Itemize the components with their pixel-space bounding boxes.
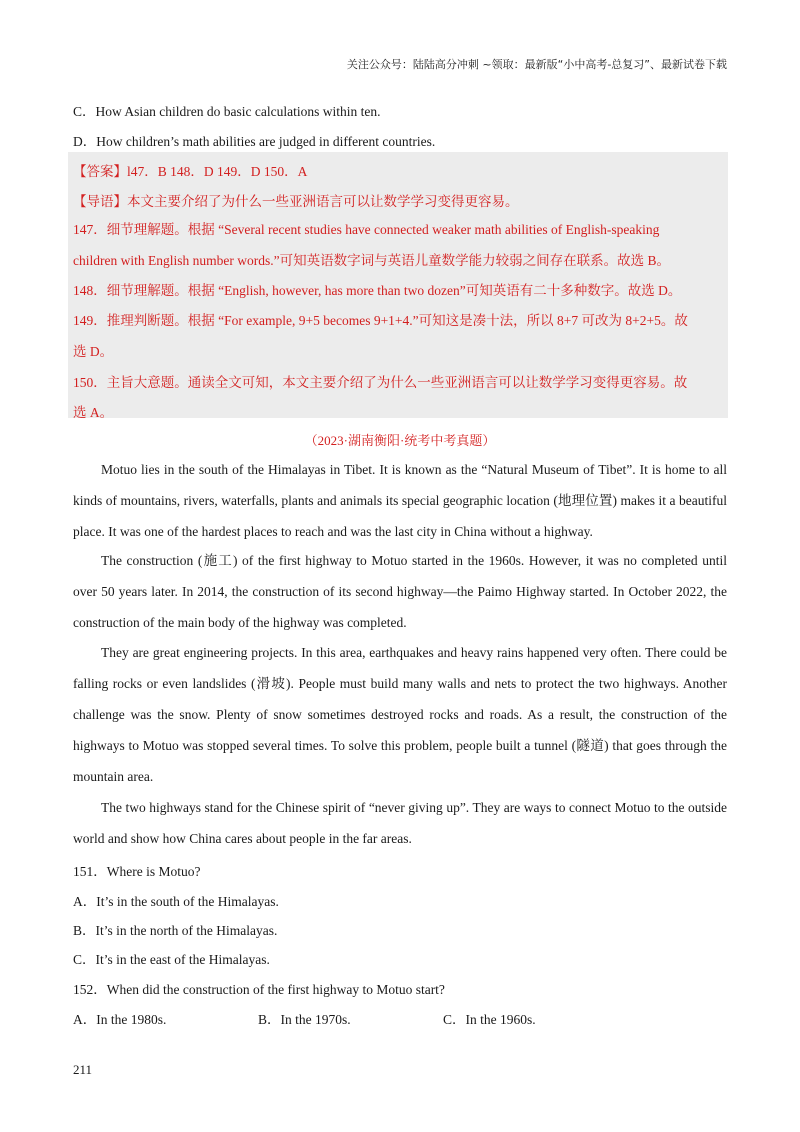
passage-paragraph-3: They are great engineering projects. In this area, earthquakes and heavy rains happened very often. There could be falling rocks or even landslides (滑坡). People must build many walls and nets to protect the two highways. Another challenge was the snow. Plenty of snow sometimes destroyed rocks and roads. As a result, the construction of the highways to Motuo was stopped several times. To solve this problem, people built a tunnel (隧道) that goes through the mountain area. xyxy=(73,645,727,784)
answer-key: 【答案】l47．B 148．D 149．D 150．A xyxy=(73,164,308,179)
page-header: 关注公众号：陆陆高分冲刺 ~领取：最新版“小中高考-总复习”、最新试卷下载 xyxy=(346,58,727,71)
question-152-stem: 152．When did the construction of the first highway to Motuo start? xyxy=(73,982,445,997)
explain-147-line1: 147．细节理解题。根据 “Several recent studies have connected weaker math abilities of English-speaking xyxy=(73,222,660,237)
passage-paragraph-1: Motuo lies in the south of the Himalayas in Tibet. It is known as the “Natural Museum of Tibet”. It is home to all kinds of mountains, rivers, waterfalls, plants and animals its special geographic location (地理位置) makes it a beautiful place. It was one of the hardest places to reach and was the last city in China without a highway. xyxy=(73,462,727,539)
question-151-option-a: A．It’s in the south of the Himalayas. xyxy=(73,894,279,909)
passage-paragraph-4: The two highways stand for the Chinese spirit of “never giving up”. They are ways to connect Motuo to the outside world and show how China cares about people in the far areas. xyxy=(73,800,727,846)
guide-text: 【导语】本文主要介绍了为什么一些亚洲语言可以让数学学习变得更容易。 xyxy=(73,194,519,209)
question-151-stem: 151．Where is Motuo? xyxy=(73,864,201,879)
option-d-prev: D．How children’s math abilities are judged in different countries. xyxy=(73,134,436,149)
question-152-option-c: C．In the 1960s. xyxy=(443,1012,536,1027)
option-c-prev: C．How Asian children do basic calculations within ten. xyxy=(73,104,381,119)
explain-148: 148．细节理解题。根据 “English, however, has more than two dozen”可知英语有二十多种数字。故选 D。 xyxy=(73,283,682,298)
question-151-option-b: B．It’s in the north of the Himalayas. xyxy=(73,923,278,938)
explain-150-line1: 150．主旨大意题。通读全文可知，本文主要介绍了为什么一些亚洲语言可以让数学学习变得更容易。故 xyxy=(73,375,688,390)
passage-paragraph-2: The construction (施工) of the first highway to Motuo started in the 1960s. However, it was no completed until over 50 years later. In 2014, the construction of its second highway—the Paimo Highway started. In October 2022, the construction of the main body of the highway was completed. xyxy=(73,553,727,630)
explain-149-line1: 149．推理判断题。根据 “For example, 9+5 becomes 9+1+4.”可知这是凑十法，所以 8+7 可改为 8+2+5。故 xyxy=(73,313,688,328)
question-152-option-a: A．In the 1980s. xyxy=(73,1012,167,1027)
explain-147-line2: children with English number words.”可知英语数字词与英语儿童数学能力较弱之间存在联系。故选 B。 xyxy=(73,253,670,268)
question-152-option-b: B．In the 1970s. xyxy=(258,1012,351,1027)
source-note: （2023·湖南衡阳·统考中考真题） xyxy=(304,433,496,448)
page-number: 211 xyxy=(73,1062,93,1077)
explain-150-line2: 选 A。 xyxy=(73,405,114,420)
question-151-option-c: C．It’s in the east of the Himalayas. xyxy=(73,952,270,967)
explain-149-line2: 选 D。 xyxy=(73,344,114,359)
